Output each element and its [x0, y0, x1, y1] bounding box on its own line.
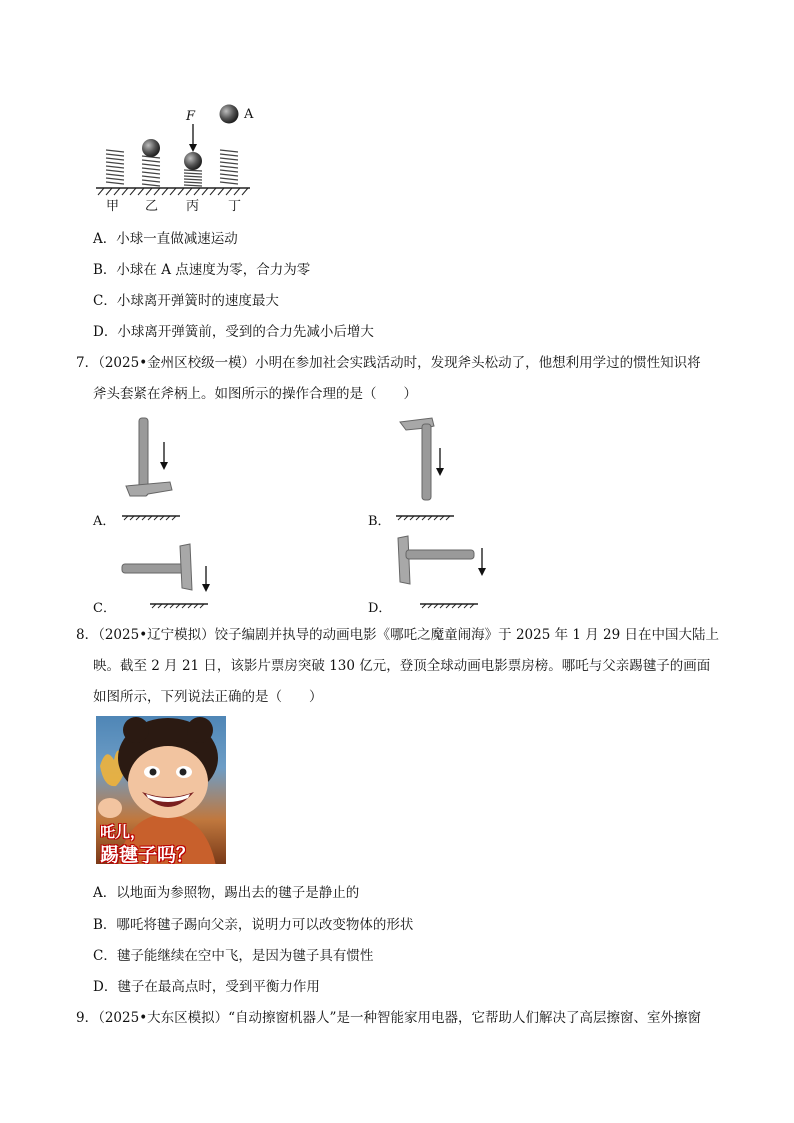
axe-figure-c: [118, 540, 218, 610]
force-label: F: [186, 109, 196, 124]
ball-a: [220, 105, 239, 124]
q8-option-a: A．以地面为参照物，踢出去的毽子是静止的: [93, 885, 360, 901]
nezha-poster-image: [96, 716, 226, 864]
q8-stem-line2: 映。截至 2 月 21 日，该影片票房突破 130 亿元，登顶全球动画电影票房榜。哪吒与父亲踢毽子的画面: [93, 658, 711, 674]
ball-yi: [142, 139, 160, 157]
q7-label-c: C．: [93, 601, 116, 616]
q9-stem-line1: 9．（2025•大东区模拟）“自动擦窗机器人”是一种智能家用电器，它帮助人们解决了高层擦窗、室外擦窗: [76, 1010, 701, 1026]
q6-option-d: D．小球离开弹簧前，受到的合力先减小后增大: [93, 324, 374, 340]
spring-label-ding: 丁: [228, 199, 242, 214]
q7-stem-line2: 斧头套紧在斧柄上。如图所示的操作合理的是（ ）: [93, 386, 417, 402]
spring-label-jia: 甲: [106, 199, 120, 214]
ball-bing: [184, 152, 202, 170]
spring-bing: [184, 170, 202, 186]
point-a-label: A: [244, 107, 254, 122]
q7-label-a: A．: [93, 514, 116, 529]
q8-option-b: B．哪吒将毽子踢向父亲，说明力可以改变物体的形状: [93, 917, 414, 933]
poster-caption-line2: 踢毽子吗？: [100, 844, 196, 864]
q7-label-d: D．: [368, 601, 392, 616]
spring-yi: [142, 156, 160, 186]
q8-option-d: D．毽子在最高点时，受到平衡力作用: [93, 979, 320, 995]
q8-stem-line3: 如图所示，下列说法正确的是（ ）: [93, 689, 323, 705]
q6-option-a: A．小球一直做减速运动: [93, 231, 238, 247]
q7-label-b: B．: [368, 514, 391, 529]
axe-figure-b: [392, 414, 462, 522]
q8-stem-line1: 8．（2025•辽宁模拟）饺子编剧并执导的动画电影《哪吒之魔童闹海》于 2025 年 1 月 29 日在中国大陆上: [76, 627, 720, 643]
q6-option-c: C．小球离开弹簧时的速度最大: [93, 293, 279, 309]
q6-option-b: B．小球在 A 点速度为零，合力为零: [93, 262, 311, 278]
axe-figure-a: [118, 414, 188, 522]
spring-jia: [106, 150, 124, 184]
spring-label-bing: 丙: [186, 199, 200, 214]
q7-stem-line1: 7．（2025•金州区校级一模）小明在参加社会实践活动时，发现斧头松动了，他想利用学过的惯性知识将: [76, 355, 701, 371]
spring-ding: [220, 150, 238, 184]
q8-option-c: C．毽子能继续在空中飞，是因为毽子具有惯性: [93, 948, 374, 964]
spring-label-yi: 乙: [145, 199, 159, 214]
axe-figure-d: [392, 532, 492, 610]
poster-caption-line1: 吒儿，: [100, 823, 146, 841]
